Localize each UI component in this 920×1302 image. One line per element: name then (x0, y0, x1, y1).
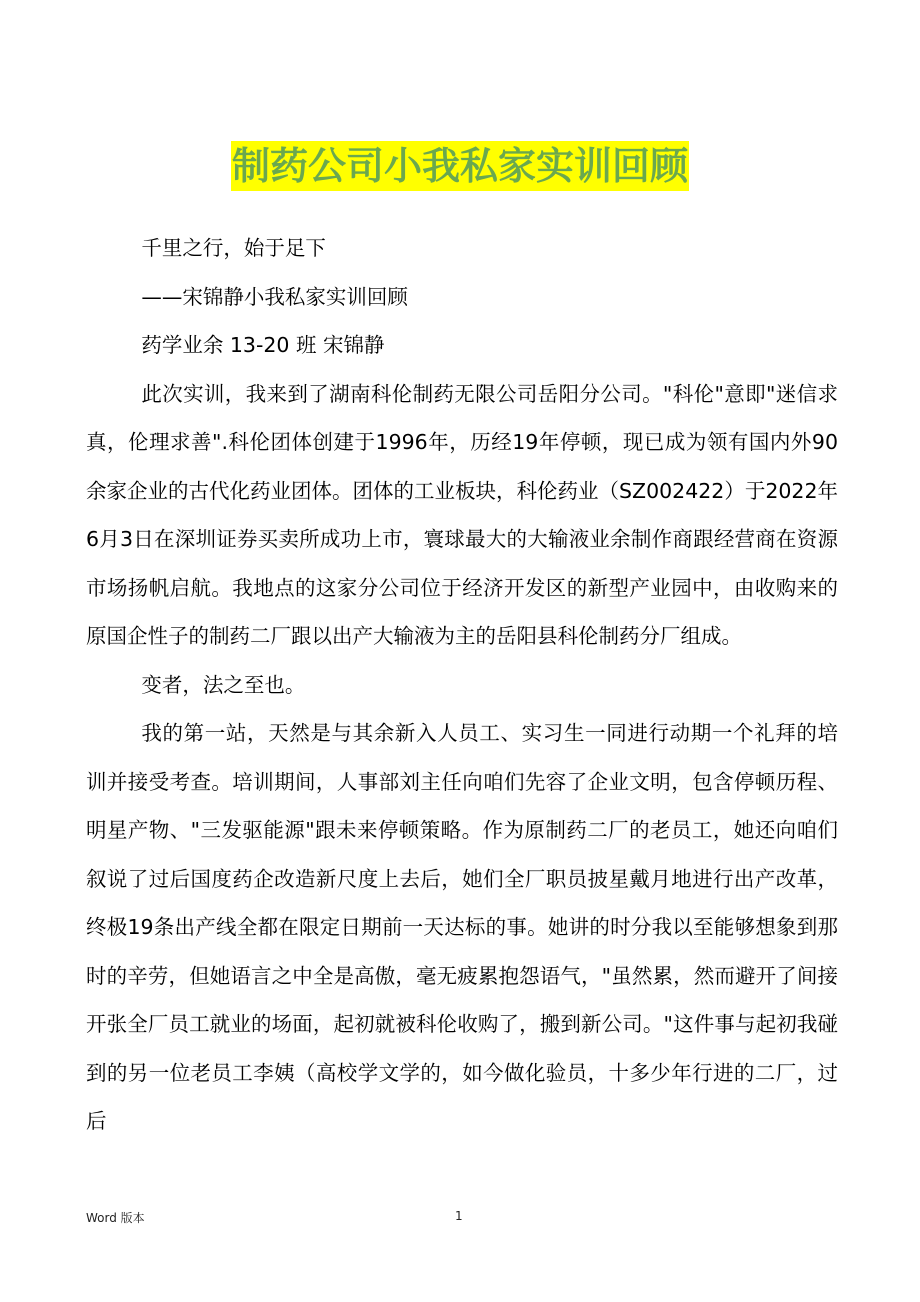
paragraph-author: 药学业余 13-20 班 宋锦静 (141, 333, 385, 357)
paragraph-intro: 此次实训，我来到了湖南科伦制药无限公司岳阳分公司。"科伦"意即"迷信求真，伦理求善".科伦团体创建于1996年，历经19年停顿，现已成为领有国内外90余家企业的古代化药业团体。团体的工业板块，科伦药业（SZ002422）于2022年6月3日在深圳证券买卖所成功上市，寰球最大的大输液业余制作商跟经营商在资源市场扬帆启航。我地点的这家分公司位于经济开发区的新型产业园中，由收购来的原国企性子的制药二厂跟以出产大输液为主的岳阳县科伦制药分厂组成。 (86, 381, 838, 648)
paragraph-quote: 变者，法之至也。 (141, 672, 306, 697)
title-container (0, 141, 920, 191)
paragraph-training: 我的第一站，天然是与其余新入人员工、实习生一同进行动期一个礼拜的培训并接受考查。培训期间，人事部刘主任向咱们先容了企业文明，包含停顿历程、明星产物、"三发驱能源"跟未来停顿策略。作为原制药二厂的老员工，她还向咱们叙说了过后国度药企改造新尺度上去后，她们全厂职员披星戴月地进行出产改革，终极19条出产线全都在限定日期前一天达标的事。她讲的时分我以至能够想象到那时的辛劳，但她语言之中全是高傲，毫无疲累抱怨语气，"虽然累，然而避开了间接开张全厂员工就业的场面，起初就被科伦收购了，搬到新公司。"这件事与起初我碰到的另一位老员工李姨（高校学文学的，如今做化验员，十多少年行进的二厂，过后 (86, 721, 838, 1133)
document-title: 制药公司小我私家实训回顾 (231, 141, 689, 191)
paragraph-subtitle: ——宋锦静小我私家实训回顾 (141, 284, 408, 309)
page-number: 1 (455, 1209, 463, 1223)
paragraph-motto: 千里之行，始于足下 (141, 236, 326, 260)
footer-label: Word 版本 (86, 1211, 145, 1225)
document-body (86, 224, 838, 1146)
